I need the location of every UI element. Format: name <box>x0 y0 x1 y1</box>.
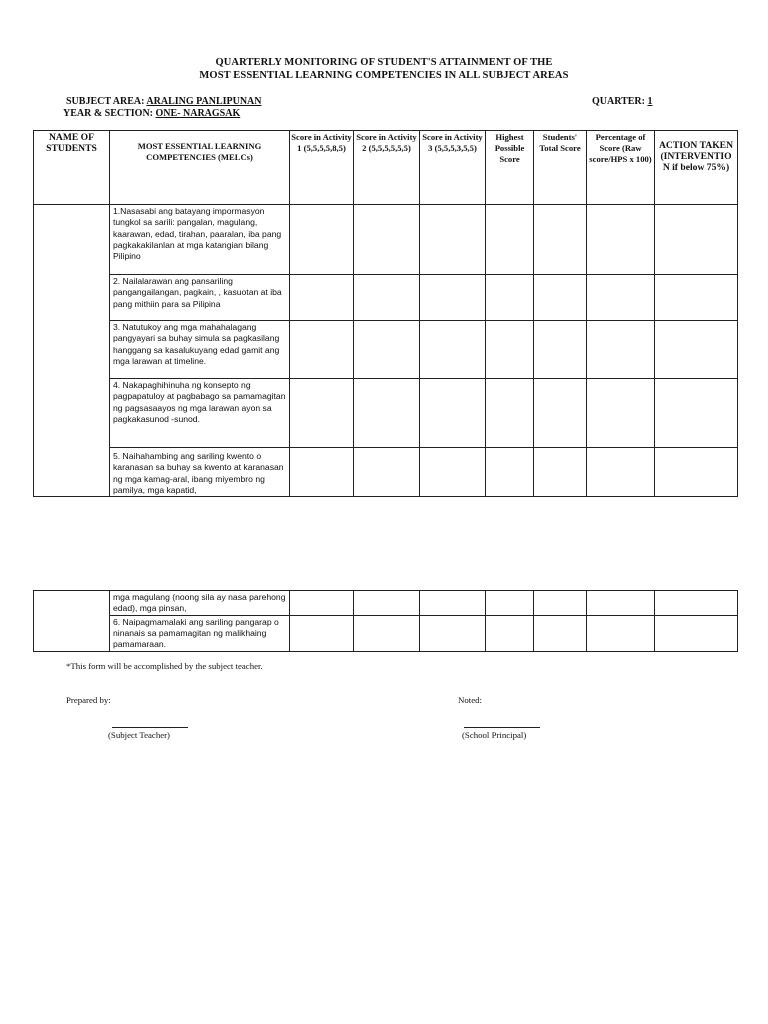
melc-table <box>33 130 738 497</box>
score-cell[interactable] <box>354 591 420 616</box>
table-row <box>34 321 738 379</box>
quarter-label: QUARTER: <box>592 96 645 107</box>
score-cell[interactable] <box>420 615 486 651</box>
competency-1: 1.Nasasabi ang batayang impormasyon tungkol sa sarili: pangalan, magulang, kaarawan, edad, tirahan, paaralan, iba pang pagkakakilanlan at mga katangian bilang Pilipino <box>110 205 290 275</box>
action-cell[interactable] <box>655 448 738 497</box>
header-activity-3: Score in Activity 3 (5,5,5,3,5,5) <box>420 131 486 205</box>
competency-5-continued: mga magulang (noong sila ay nasa parehong edad), mga pinsan, <box>110 591 290 616</box>
header-name: NAME OF STUDENTS <box>34 131 110 205</box>
score-cell[interactable] <box>354 448 420 497</box>
noted-label: Noted: <box>458 695 482 705</box>
header-total-score: Students' Total Score <box>534 131 587 205</box>
teacher-signature-line[interactable] <box>112 727 188 728</box>
score-cell[interactable] <box>290 379 354 448</box>
score-cell[interactable] <box>534 379 587 448</box>
score-cell[interactable] <box>534 615 587 651</box>
action-cell[interactable] <box>655 591 738 616</box>
competency-2: 2. Nailalarawan ang pansariling pangangailangan, pagkain, , kasuotan at iba pang mithiin para sa Pilipina <box>110 275 290 321</box>
quarter <box>592 96 652 107</box>
action-cell[interactable] <box>655 379 738 448</box>
year-section-label: YEAR & SECTION: <box>63 108 154 119</box>
quarter-value: 1 <box>647 96 653 107</box>
score-cell[interactable] <box>486 591 534 616</box>
table-row <box>34 448 738 497</box>
score-cell[interactable] <box>354 205 420 275</box>
score-cell[interactable] <box>420 275 486 321</box>
score-cell[interactable] <box>354 615 420 651</box>
subject-area-label: SUBJECT AREA: <box>66 96 145 107</box>
table-row <box>34 275 738 321</box>
table-row <box>34 591 738 616</box>
principal-signature-line[interactable] <box>464 727 540 728</box>
score-cell[interactable] <box>486 379 534 448</box>
score-cell[interactable] <box>420 321 486 379</box>
competency-6: 6. Naipagmamalaki ang sariling pangarap o ninanais sa pamamagitan ng malikhaing pamamaraan. <box>110 615 290 651</box>
score-cell[interactable] <box>587 615 655 651</box>
score-cell[interactable] <box>354 321 420 379</box>
score-cell[interactable] <box>587 205 655 275</box>
form-note: *This form will be accomplished by the subject teacher. <box>66 661 263 671</box>
score-cell[interactable] <box>354 379 420 448</box>
student-name-cell[interactable] <box>34 205 110 497</box>
score-cell[interactable] <box>486 205 534 275</box>
score-cell[interactable] <box>420 205 486 275</box>
score-cell[interactable] <box>290 591 354 616</box>
competency-4: 4. Nakapaghihinuha ng konsepto ng pagpapatuloy at pagbabago sa pamamagitan ng pagsasaayos ng mga larawan ayon sa pagkakasunod -sunod. <box>110 379 290 448</box>
score-cell[interactable] <box>486 321 534 379</box>
year-section <box>63 108 240 119</box>
score-cell[interactable] <box>354 275 420 321</box>
year-section-value: ONE- NARAGSAK <box>155 108 241 119</box>
score-cell[interactable] <box>290 205 354 275</box>
melc-table-continued <box>33 590 738 652</box>
action-cell[interactable] <box>655 615 738 651</box>
student-name-cell[interactable] <box>34 591 110 652</box>
score-cell[interactable] <box>587 321 655 379</box>
header-action-taken: ACTION TAKEN (INTERVENTION if below 75%) <box>655 131 738 205</box>
subject-teacher-caption: (Subject Teacher) <box>108 730 170 740</box>
score-cell[interactable] <box>290 321 354 379</box>
score-cell[interactable] <box>290 448 354 497</box>
header-percentage: Percentage of Score (Raw score/HPS x 100) <box>587 131 655 205</box>
header-melc: MOST ESSENTIAL LEARNING COMPETENCIES (MELCs) <box>110 131 290 205</box>
score-cell[interactable] <box>587 275 655 321</box>
table-row <box>34 615 738 651</box>
score-cell[interactable] <box>534 448 587 497</box>
header-activity-2: Score in Activity 2 (5,5,5,5,5,5) <box>354 131 420 205</box>
score-cell[interactable] <box>486 275 534 321</box>
prepared-by-label: Prepared by: <box>66 695 111 705</box>
action-cell[interactable] <box>655 321 738 379</box>
competency-3: 3. Natutukoy ang mga mahahalagang pangyayari sa buhay simula sa pagkasilang hanggang sa kasalukuyang edad gamit ang mga larawan at timeline. <box>110 321 290 379</box>
score-cell[interactable] <box>587 591 655 616</box>
header-activity-1: Score in Activity 1 (5,5,5,5,8,5) <box>290 131 354 205</box>
action-cell[interactable] <box>655 205 738 275</box>
score-cell[interactable] <box>534 591 587 616</box>
score-cell[interactable] <box>420 448 486 497</box>
subject-area-value: ARALING PANLIPUNAN <box>146 96 262 107</box>
competency-5: 5. Naihahambing ang sariling kwento o karanasan sa buhay sa kwento at karanasan ng mga kamag-aral, ibang miyembro ng pamilya, mga kapatid, <box>110 448 290 497</box>
header-highest-possible-score: Highest Possible Score <box>486 131 534 205</box>
score-cell[interactable] <box>290 275 354 321</box>
score-cell[interactable] <box>420 591 486 616</box>
score-cell[interactable] <box>587 448 655 497</box>
score-cell[interactable] <box>534 205 587 275</box>
score-cell[interactable] <box>486 448 534 497</box>
score-cell[interactable] <box>534 321 587 379</box>
table-row <box>34 205 738 275</box>
header-row <box>34 131 738 205</box>
score-cell[interactable] <box>486 615 534 651</box>
score-cell[interactable] <box>420 379 486 448</box>
subject-area <box>66 96 262 107</box>
form-title-line2: MOST ESSENTIAL LEARNING COMPETENCIES IN ALL SUBJECT AREAS <box>199 70 569 81</box>
score-cell[interactable] <box>290 615 354 651</box>
action-cell[interactable] <box>655 275 738 321</box>
school-principal-caption: (School Principal) <box>462 730 527 740</box>
score-cell[interactable] <box>587 379 655 448</box>
table-row <box>34 379 738 448</box>
form-title-line1: QUARTERLY MONITORING OF STUDENT'S ATTAINMENT OF THE <box>215 57 553 68</box>
score-cell[interactable] <box>534 275 587 321</box>
